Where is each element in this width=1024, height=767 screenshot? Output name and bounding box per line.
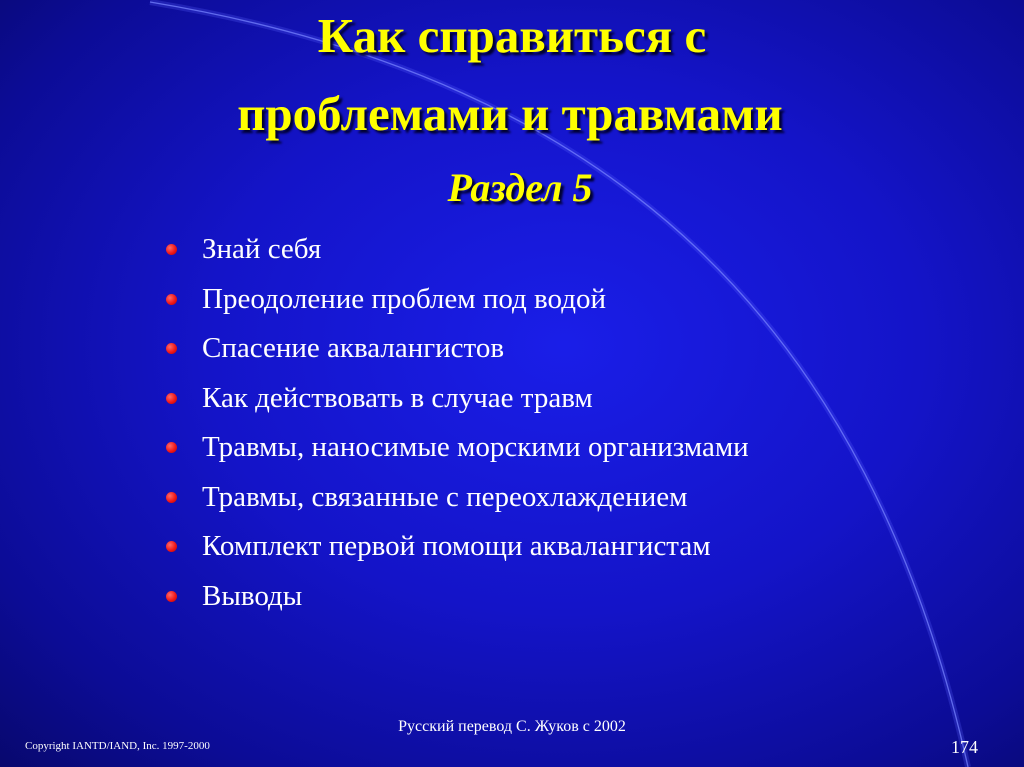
bullet-dot-icon: [166, 393, 177, 404]
bullet-dot-icon: [166, 492, 177, 503]
bullet-dot-icon: [166, 343, 177, 354]
slide-title-line-1: Как справиться с: [317, 8, 707, 63]
bullet-text: Комплект первой помощи аквалангистам: [202, 530, 711, 562]
bullet-dot-icon: [166, 244, 177, 255]
bullet-text: Как действовать в случае травм: [202, 381, 593, 414]
bullet-list: [164, 226, 749, 622]
bullet-text: Знай себя: [202, 233, 322, 265]
copyright-notice: Copyright IANTD/IAND, Inc. 1997-2000: [25, 740, 210, 752]
bullet-item: [164, 474, 749, 524]
bullet-text: Травмы, наносимые морскими организмами: [202, 431, 749, 463]
bullet-text: Спасение аквалангистов: [202, 332, 505, 364]
bullet-dot-icon: [166, 541, 177, 552]
section-subtitle: Раздел 5: [447, 165, 593, 210]
bullet-item: [164, 325, 749, 375]
bullet-item: [164, 276, 749, 326]
bullet-dot-icon: [166, 442, 177, 453]
bullet-item: [164, 375, 749, 425]
bullet-text: Травмы, связанные с переохлаждением: [202, 480, 688, 513]
bullet-text: Выводы: [202, 579, 303, 612]
bullet-text: Преодоление проблем под водой: [202, 282, 606, 315]
bullet-item: [164, 424, 749, 474]
bullet-dot-icon: [166, 591, 177, 602]
slide-title-line-2: проблемами и травмами: [237, 86, 783, 141]
bullet-item: [164, 226, 749, 276]
bullet-item: [164, 523, 749, 573]
page-number: 174: [951, 737, 978, 757]
bullet-item: [164, 573, 749, 623]
bullet-dot-icon: [166, 294, 177, 305]
translation-credit: Русский перевод С. Жуков с 2002: [398, 718, 626, 735]
